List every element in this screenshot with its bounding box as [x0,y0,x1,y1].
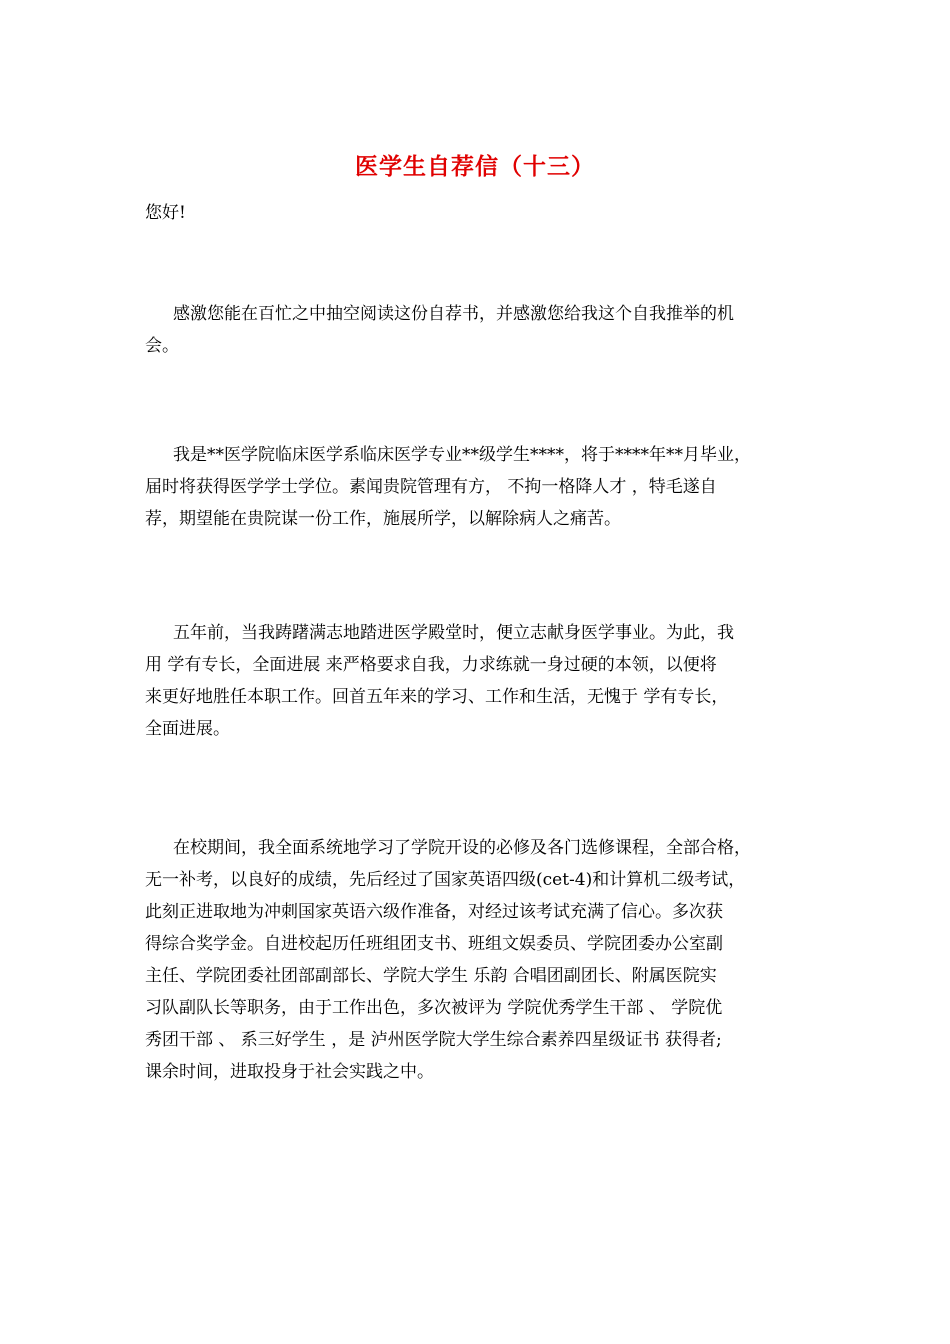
paragraph-line: 届时将获得医学学士学位。素闻贵院管理有方， 不拘一格降人才 ，特毛遂自 [145,477,717,497]
paragraph-gratitude [145,298,813,362]
paragraph-line: 得综合奖学金。自进校起历任班组团支书、班组文娱委员、学院团委办公室副 [145,934,723,954]
paragraph-aspiration [145,617,813,745]
paragraph-line: 会。 [145,336,179,356]
paragraph-line: 感激您能在百忙之中抽空阅读这份自荐书，并感激您给我这个自我推举的机 [173,304,734,324]
document-title: 医学生自荐信（十三） [355,153,595,180]
paragraph-line: 荐，期望能在贵院谋一份工作，施展所学，以解除病人之痛苦。 [145,509,621,529]
paragraph-line: 习队副队长等职务，由于工作出色，多次被评为 学院优秀学生干部 、 学院优 [145,998,723,1018]
paragraph-line: 用 学有专长，全面进展 来严格要求自我，力求练就一身过硬的本领，以便将 [145,655,717,675]
paragraph-line: 主任、学院团委社团部副部长、学院大学生 乐韵 合唱团副团长、附属医院实 [145,966,717,986]
paragraph-achievements [145,832,813,1088]
paragraph-line: 秀团干部 、 系三好学生 ，是 泸州医学院大学生综合素养四星级证书 获得者; [145,1030,722,1050]
greeting: 您好! [145,203,186,223]
paragraph-line: 在校期间，我全面系统地学习了学院开设的必修及各门选修课程，全部合格， [173,838,751,858]
paragraph-line: 我是**医学院临床医学系临床医学专业**级学生****，将于****年**月毕业， [173,445,751,465]
paragraph-line: 无一补考，以良好的成绩，先后经过了国家英语四级(cet-4)和计算机二级考试， [145,870,746,890]
paragraph-line: 课余时间，进取投身于社会实践之中。 [145,1062,434,1082]
paragraph-line: 五年前，当我踌躇满志地踏进医学殿堂时，便立志献身医学事业。为此，我 [173,623,734,643]
paragraph-line: 来更好地胜任本职工作。回首五年来的学习、工作和生活，无愧于 学有专长， [145,687,729,707]
paragraph-introduction [145,439,813,535]
paragraph-line: 此刻正进取地为冲刺国家英语六级作准备，对经过该考试充满了信心。多次获 [145,902,723,922]
paragraph-line: 全面进展。 [145,719,230,739]
